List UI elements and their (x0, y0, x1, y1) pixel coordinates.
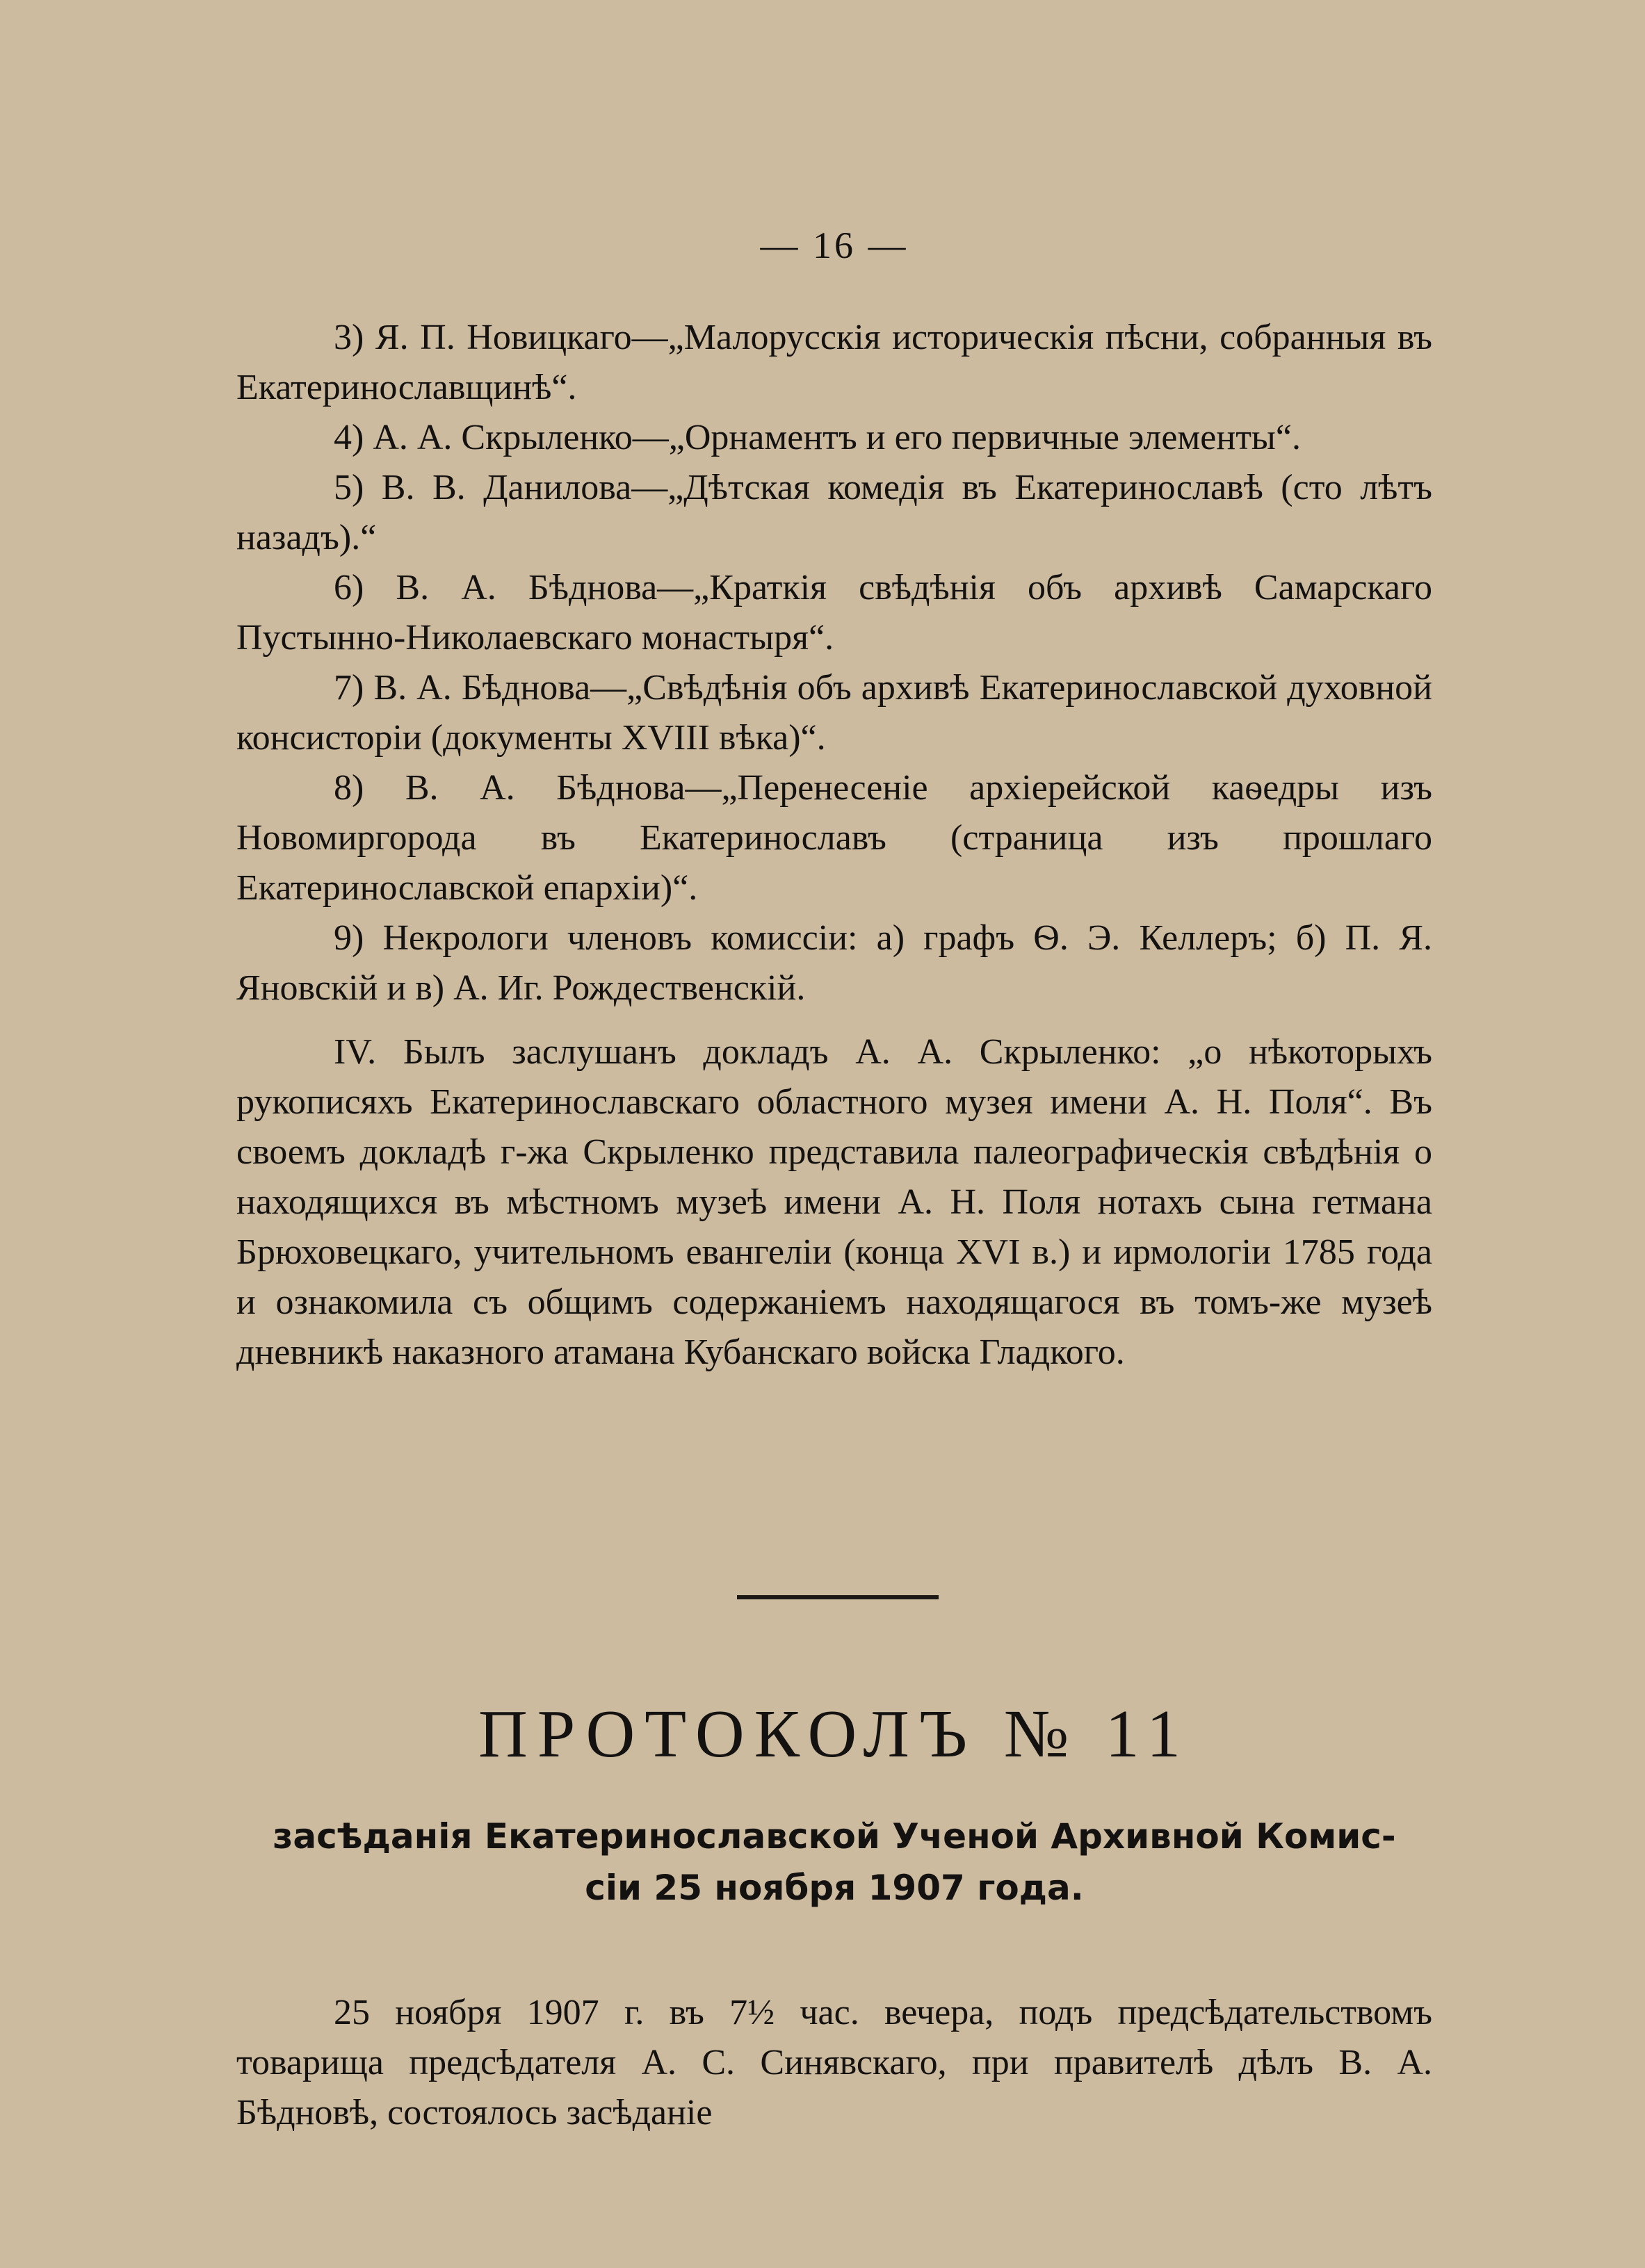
opening-paragraph: 25 ноября 1907 г. въ 7½ час. вечера, подъ предсѣдательствомъ товарища предсѣдателя А. С. Синявскаго, при правителѣ дѣлъ В. А. Бѣдновѣ, состоялось засѣданіе (236, 1993, 1432, 2132)
opening-section (236, 1988, 1432, 2138)
page-number: — 16 — (760, 225, 909, 266)
protocol-title: ПРОТОКОЛЪ № 11 (478, 1697, 1190, 1772)
session-heading-line: сіи 25 ноября 1907 года. (585, 1868, 1084, 1908)
list-item: 8) В. А. Бѣднова—„Перенесеніе архіерейской каѳедры изъ Новомиргорода въ Екатеринославъ (страница изъ прошлаго Екатеринославской епархіи)“. (236, 768, 1432, 908)
report-list (236, 313, 1432, 1378)
list-item: 6) В. А. Бѣднова—„Краткія свѣдѣнія объ архивѣ Самарскаго Пустынно-Николаевскаго монастыря“. (236, 568, 1432, 658)
session-heading (236, 1811, 1432, 1914)
list-item: 5) В. В. Данилова—„Дѣтская комедія въ Екатеринославѣ (сто лѣтъ назадъ).“ (236, 468, 1432, 557)
document-page (236, 0, 1432, 2268)
list-item: 3) Я. П. Новицкаго—„Малорусскія историческія пѣсни, собранныя въ Екатеринославщинѣ“. (236, 318, 1432, 407)
section-iv-paragraph: IV. Былъ заслушанъ докладъ А. А. Скрыленко: „о нѣкоторыхъ рукописяхъ Екатеринославскаго областного музея имени А. Н. Поля“. Въ своемъ докладѣ г-жа Скрыленко представила палеографическія свѣдѣнія о находящихся въ мѣстномъ музеѣ имени А. Н. Поля нотахъ сына гетмана Брюховецкаго, учительномъ евангеліи (конца XVI в.) и ирмологіи 1785 года и ознакомила съ общимъ содержаніемъ находящагося въ томъ-же музеѣ дневникѣ наказного атамана Кубанскаго войска Гладкого. (236, 1032, 1432, 1372)
session-heading-line: засѣданія Екатеринославской Ученой Архивной Комис- (273, 1816, 1396, 1857)
section-divider (737, 1595, 939, 1599)
list-item: 7) В. А. Бѣднова—„Свѣдѣнія объ архивѣ Екатеринославской духовной консисторіи (документы XVIII вѣка)“. (236, 668, 1432, 758)
list-item: 4) А. А. Скрыленко—„Орнаментъ и его первичные элементы“. (334, 418, 1301, 457)
list-item: 9) Некрологи членовъ комиссіи: а) графъ Ѳ. Э. Келлеръ; б) П. Я. Яновскій и в) А. Иг. Рождественскій. (236, 918, 1432, 1008)
